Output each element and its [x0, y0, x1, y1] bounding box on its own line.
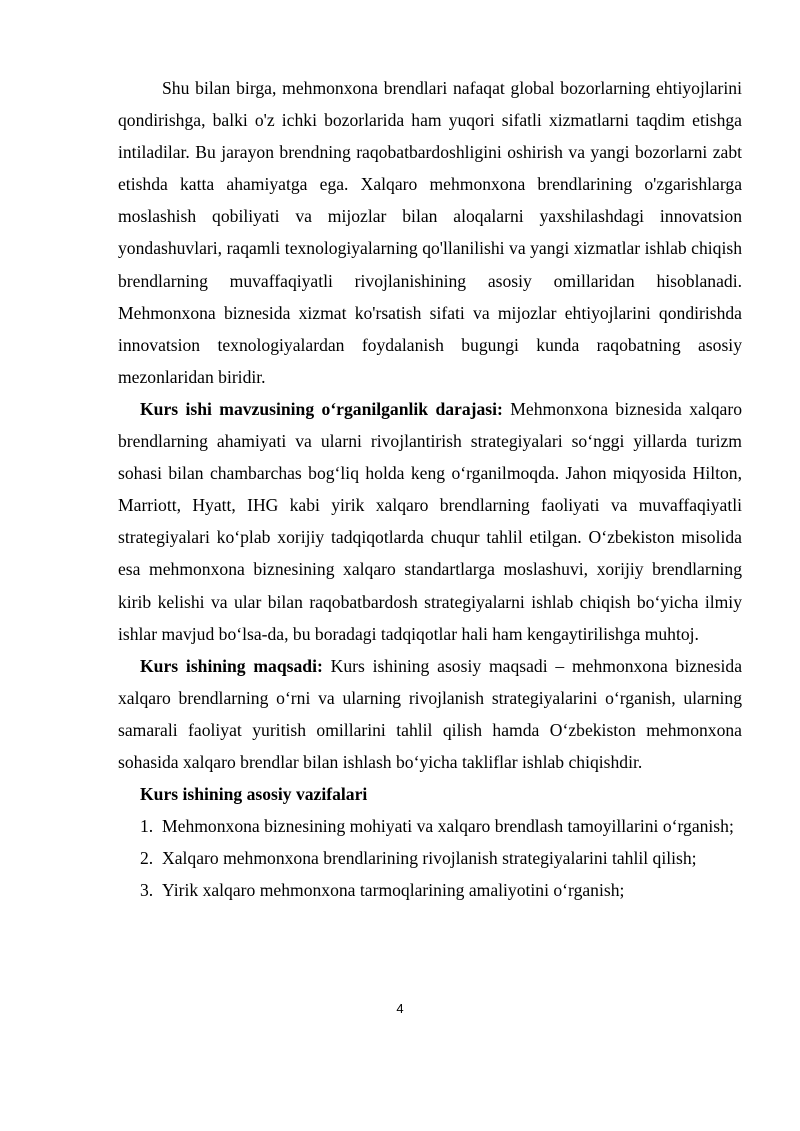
study-degree-paragraph [118, 393, 742, 650]
goal-label: Kurs ishining maqsadi: [140, 655, 323, 676]
document-page [118, 72, 742, 906]
list-item-number: 1. [140, 816, 154, 837]
list-item [118, 810, 742, 842]
list-item-number: 2. [140, 848, 154, 869]
page-number: 4 [396, 1001, 404, 1016]
study-degree-text: Mehmonxona biznesida xalqaro brendlarning ahamiyati va ularni rivojlantirish strategiyalari so‘nggi yillarda turizm sohasi bilan chambarchas bog‘liq holda keng o‘rganilmoqda. Jahon miqyosida Hilton, Marriott, Hyatt, IHG kabi yirik xalqaro brendlarning faoliyati va muvaffaqiyatli strategiyalari ko‘plab xorijiy tadqiqotlarda chuqur tahlil etilgan. O‘zbekiston misolida esa mehmonxona biznesining xalqaro standartlarga moslashuvi, xorijiy brendlarning kirib kelishi va ular bilan raqobatbardosh strategiyalarni ishlab chiqish bo‘yicha ilmiy ishlar mavjud bo‘lsa-da, bu boradagi tadqiqotlar hali ham kengaytirilishga muhtoj. [118, 398, 742, 644]
study-degree-label: Kurs ishi mavzusining o‘rganilganlik darajasi: [140, 398, 503, 419]
list-item [118, 874, 742, 906]
list-item-text: Mehmonxona biznesining mohiyati va xalqaro brendlash tamoyillarini o‘rganish; [162, 816, 734, 837]
list-item [118, 842, 742, 874]
tasks-list [118, 810, 742, 906]
goal-text: Kurs ishining asosiy maqsadi – mehmonxona biznesida xalqaro brendlarning o‘rni va ularning rivojlanish strategiyalarini o‘rganish, ularning samarali faoliyat yuritish omillarini tahlil qilish hamda O‘zbekiston mehmonxona sohasida xalqaro brendlar bilan ishlash bo‘yicha takliflar ishlab chiqishdir. [118, 655, 743, 772]
list-item-number: 3. [140, 880, 154, 901]
goal-paragraph [118, 650, 742, 778]
list-item-text: Yirik xalqaro mehmonxona tarmoqlarining amaliyotini o‘rganish; [162, 880, 625, 901]
intro-paragraph: Shu bilan birga, mehmonxona brendlari nafaqat global bozorlarning ehtiyojlarini qondirishga, balki o'z ichki bozorlarida ham yuqori sifatli xizmatlarni taqdim etishga intiladilar. Bu jarayon brendning raqobatbardoshligini oshirish va yangi bozorlarni zabt etishda katta ahamiyatga ega. Xalqaro mehmonxona brendlarining o'zgarishlarga moslashish qobiliyati va mijozlar bilan aloqalarni yaxshilashdagi innovatsion yondashuvlari, raqamli texnologiyalarning qo'llanilishi va yangi xizmatlar ishlab chiqish brendlarning muvaffaqiyatli rivojlanishining asosiy omillaridan hisoblanadi. Mehmonxona biznesida xizmat ko'rsatish sifati va mijozlar ehtiyojlarini qondirishda innovatsion texnologiyalardan foydalanish bugungi kunda raqobatning asosiy mezonlaridan biridir. [118, 78, 742, 387]
list-item-text: Xalqaro mehmonxona brendlarining rivojlanish strategiyalarini tahlil qilish; [162, 848, 697, 869]
tasks-heading: Kurs ishining asosiy vazifalari [140, 784, 368, 805]
